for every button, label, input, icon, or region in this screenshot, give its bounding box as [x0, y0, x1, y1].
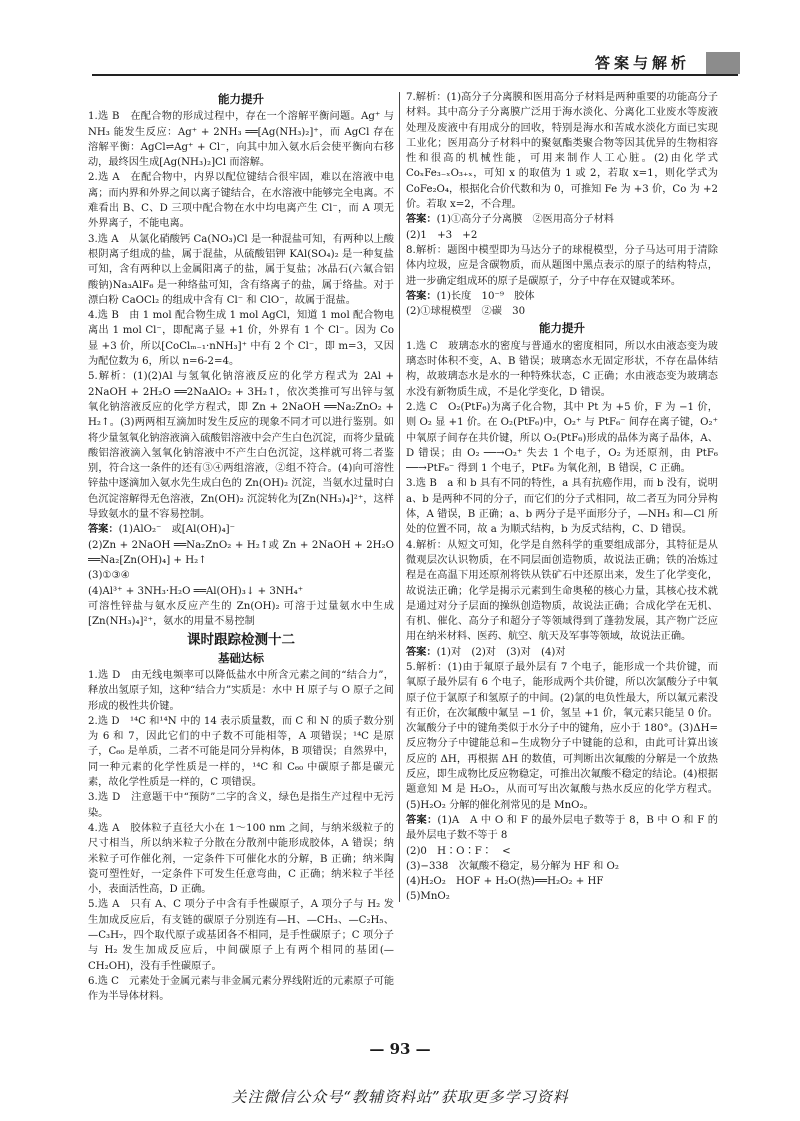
answer-block: [406, 645, 718, 660]
answer-paragraph: 5.解析：(1)由于氟原子最外层有 7 个电子，能形成一个共价键，而氧原子最外层有 6 个电子，能形成两个共价键，所以次氯酸分子中氧原子位于氯原子和氢原子的中间。(2)氯的电负性最大，所以氟元素没有正价，在次氟酸中氟呈 −1 价，氢呈 +1 价，氧元素只能呈 0 价。次氟酸分子中的键角类似于水分子中的键角，应小于 180°。(3)ΔH=反应物分子中键能总和−生成物分子中键能的总和，由此可计算出该反应的 ΔH，再根据 ΔH 的数值，可判断出次氟酸的分解是一个放热反应，即生成物比反应物稳定，可推出次氟酸不稳定的结论。(4)根据题意知 M 是 H₂O₂，从而可写出次氟酸与热水反应的化学方程式。(5)H₂O₂ 分解的催化剂常见的是 MnO₂。: [406, 661, 718, 811]
answer-line: (1)AlO₂⁻ 或[Al(OH)₄]⁻: [118, 524, 236, 536]
answer-line: (1)A A 中 O 和 F 的最外层电子数等于 8，B 中 O 和 F 的最外层电子数不等于 8: [406, 814, 718, 842]
section-title-basic: 基础达标: [218, 650, 264, 665]
page-header: [92, 50, 738, 76]
answer-line: (4)H₂O₂ HOF + H₂O(热)══H₂O₂ + HF: [406, 876, 604, 888]
column-divider: [399, 92, 400, 902]
page-number: — 93 —: [369, 1040, 431, 1058]
header-tab-bar: [706, 52, 740, 74]
section-title-capability: 能力提升: [218, 92, 264, 106]
answer-paragraph: 2.选 A 在配合物中，内界以配位键结合很牢固，难以在溶液中电离；而内界和外界之间以离子键结合，在水溶液中能够完全电离。不难看出 B、C、D 三项中配合物在水中均电离产生 Cl⁻，而 A 项无外界离子，不能电离。: [88, 172, 394, 230]
answer-paragraph: 8.解析：题图中模型即为马达分子的球棍模型，分子马达可用于清除体内垃圾，应是含碳物质，而从题图中黑点表示的原子的结构特点，进一步确定组成环的原子是碳原子，分子中存在双键或苯环。: [406, 244, 718, 287]
footer-note: 关注微信公众号“教辅资料站”获取更多学习资料: [231, 1088, 569, 1106]
answer-block: [406, 813, 718, 844]
answer-paragraph: 1.选 B 在配合物的形成过程中，存在一个溶解平衡问题。Ag⁺ 与 NH₃ 能发生反应：Ag⁺ + 2NH₃ ══[Ag(NH₃)₂]⁺，而 AgCl 存在溶解平衡：AgCl⇌Ag⁺ + Cl⁻，向其中加入氨水后会使平衡向右移动，最终因生成[Ag(NH₃)₂]Cl 而溶解。: [88, 111, 394, 169]
answer-line: 可溶性锌盐与氨水反应产生的 Zn(OH)₂ 可溶于过量氨水中生成[Zn(NH₃)₄]²⁺，氨水的用量不易控制: [88, 600, 394, 628]
answer-paragraph: 3.选 A 从氯化硝酸钙 Ca(NO₃)Cl 是一种混盐可知，有两种以上酸根阴离子组成的盐，属于混盐，从硫酸铝钾 KAl(SO₄)₂ 是一种复盐可知，含有两种以上金属阳离子的盐，属于复盐；冰晶石(六氟合铝酸钠)Na₃AlF₆ 是一种络盐可知，含有络离子的盐，属于络盐。对于漂白粉 CaOCl₂ 的组成中含有 Cl⁻ 和 ClO⁻，故属于混盐。: [88, 233, 394, 306]
page-number-value: 93: [389, 1040, 411, 1058]
answer-line: (1)①高分子分离膜 ②医用高分子材料: [436, 214, 614, 226]
answer-line: (3)①③④: [88, 570, 130, 582]
answer-paragraph: 2.选 D ¹⁴C 和¹⁴N 中的 14 表示质量数，而 C 和 N 的质子数分别为 6 和 7，因此它们的中子数不可能相等，A 项错误；¹⁴C 是原子，C₆₀ 是单质，二者不可能是同分异构体，B 项错误；自然界中，同一种元素的化学性质是一样的，¹⁴C 和 C₆₀ 中碳原子都是碳元素，故化学性质是一样的，C 项错误。: [88, 715, 394, 789]
answer-paragraph: 7.解析：(1)高分子分离膜和医用高分子材料是两种重要的功能高分子材料。其中高分子分离膜广泛用于海水淡化、分离化工业废水等废液处理及废液中有用成分的回收，特别是海水和苦咸水淡化方面已实现工业化；医用高分子材料中的聚氨酯类聚合物等因其优异的生物相容性和很高的机械性能，可用来制作人工心脏。(2)由化学式 CoₓFe₃₋ₓO₃₊ₓ，可知 x 的取值为 1 或 2，若取 x=1，则化学式为 CoFe₂O₄，根据化合价代数和为 0，可推知 Fe 为 +3 价，Co 为 +2 价。若取 x=2，不合理。: [406, 92, 718, 211]
answer-block: [88, 522, 394, 537]
answer-paragraph: 1.选 D 由无线电频率可以降低盐水中所含元素之间的“结合力”，释放出氢原子知，这种“结合力”实质是：水中 H 原子与 O 原子之间形成的极性共价键。: [88, 669, 394, 712]
header-title: 答案与解析: [594, 54, 690, 72]
answer-line: (3)−338 次氟酸不稳定，易分解为 HF 和 O₂: [406, 860, 619, 872]
answer-paragraph: 4.选 B 由 1 mol 配合物生成 1 mol AgCl，知道 1 mol 配合物电离出 1 mol Cl⁻，即配离子显 +1 价，外界有 1 个 Cl⁻。因为 Co 显 +3 价，所以[CoClₘ₋₁·nNH₃]⁺ 中有 2 个 Cl⁻，即 m=3，又因为配位数为 6，所以 n=6-2=4。: [88, 310, 394, 368]
answer-paragraph: 3.选 D 注意题干中“预防”二字的含义，绿色是指生产过程中无污染。: [88, 792, 394, 819]
answer-paragraph: 5.选 A 只有 A、C 项分子中含有手性碳原子，A 项分子与 H₂ 发生加成反应后，有支链的碳原子分别连有—H、—CH₃、—C₂H₅、—C₃H₇，四个取代原子或基团各不相同，是手性碳原子；C 项分子与 H₂ 发生加成反应后，中间碳原子上有两个相同的基团(—CH₂OH)，没有手性碳原子。: [88, 899, 394, 972]
answer-paragraph: 3.选 B a 和 b 具有不同的特性，a 具有抗癌作用，而 b 没有，说明 a、b 是两种不同的分子，而它们的分子式相同，故二者互为同分异构体，A 错误，B 正确；a、b 两分子是平面形分子，—NH₃ 和—Cl 所处的位置不同，故 a 为顺式结构，b 为反式结构，C、D 错误。: [406, 478, 718, 536]
answer-paragraph: 2.选 C O₂(PtF₆)为离子化合物，其中 Pt 为 +5 价，F 为 −1 价，则 O₂ 显 +1 价。在 O₂(PtF₆)中，O₂⁺ 与 PtF₆⁻ 间存在离子键，O₂⁺ 中氧原子间存在共价键，所以 O₂(PtF₆)形成的晶体为离子晶体，A、D 错误；由 O₂ ──→O₂⁺ 失去 1 个电子，O₂ 为还原剂，由 PtF₆ ──→PtF₆⁻ 得到 1 个电子，PtF₆ 为氧化剂，B 错误，C 正确。: [406, 401, 718, 475]
answer-paragraph: 6.选 C 元素处于金属元素与非金属元素分界线附近的元素原子可能作为半导体材料。: [88, 975, 394, 1003]
answer-label: 答案：: [88, 523, 119, 536]
answer-line: (5)MnO₂: [406, 891, 450, 903]
answer-paragraph: 4.解析：从短文可知，化学是自然科学的重要组成部分，其特征是从微观层次认识物质，在不同层面创造物质，故说法正确；铁的冶炼过程是在高温下用还原剂将铁从铁矿石中还原出来，发生了化学变化，故说法正确；化学是揭示元素到生命奥秘的核心力量，其核心技术就是通过对分子层面的操纵创造物质，故说法正确；合成化学在无机、有机、催化、高分子和超分子等领域得到了蓬勃发展，其产物广泛应用在纳米材料、医药、航空、航天及军事等领域，故说法正确。: [406, 539, 718, 643]
answer-line: (4)Al³⁺ + 3NH₃·H₂O ══Al(OH)₃↓ + 3NH₄⁺: [88, 585, 304, 597]
answer-line: (2)Zn + 2NaOH ══Na₂ZnO₂ + H₂↑或 Zn + 2NaOH + 2H₂O ══Na₂[Zn(OH)₄] + H₂↑: [88, 539, 394, 566]
answer-label: 答案：: [406, 289, 437, 302]
answer-label: 答案：: [406, 645, 437, 658]
answer-block: [406, 212, 718, 227]
answer-line: (2)①球棍模型 ②碳 30: [406, 306, 526, 318]
answer-line: (2)0 H∶O∶F∶ <: [406, 845, 511, 857]
answer-paragraph: 1.选 C 玻璃态水的密度与普通水的密度相同，所以水由液态变为玻璃态时体积不变，A、B 错误；玻璃态水无固定形状，不存在晶体结构，故玻璃态水是水的一种特殊状态，C 正确；水由液态变为玻璃态水没有新物质生成，不是化学变化，D 错误。: [406, 340, 718, 398]
section-title-test: 课时跟踪检测十二: [187, 632, 295, 649]
answer-paragraph: 4.选 A 胶体粒子直径大小在 1～100 nm 之间，与纳米级粒子的尺寸相当，所以纳米粒子分散在分散剂中能形成胶体，A 错误；纳米粒子可作催化剂，一定条件下可催化水的分解，B 正确；纳米陶瓷可塑性好，一定条件下可发生任意弯曲，C 正确；纳米粒子半径小，表面活性高，D 正确。: [88, 822, 394, 896]
answer-paragraph: 5.解析：(1)(2)Al 与氢氧化钠溶液反应的化学方程式为 2Al + 2NaOH + 2H₂O ══2NaAlO₂ + 3H₂↑，依次类推可写出锌与氢氧化钠溶液反应的化学方程式，即 Zn + 2NaOH ══Na₂ZnO₂ + H₂↑。(3)两两相互滴加时发生反应的现象不同才可以进行鉴别。如将少量氢氧化钠溶液滴入硫酸铝溶液中会产生白色沉淀，而将少量硫酸铝溶液滴入氢氧化钠溶液中不产生白色沉淀，这样就可将二者鉴别，符合这一条件的还有③④两组溶液，②组不符合。(4)向可溶性锌盐中逐滴加入氨水先生成白色的 Zn(OH)₂ 沉淀，当氨水过量时白色沉淀溶解得无色溶液，Zn(OH)₂ 沉淀转化为[Zn(NH₃)₄]²⁺，这样导致氨水的量不容易控制。: [88, 371, 394, 521]
left-column: [88, 90, 394, 1020]
answer-label: 答案：: [406, 813, 438, 826]
right-column: [406, 90, 718, 1020]
answer-line: (2)1 +3 +2: [406, 229, 478, 241]
answer-line: (1)对 (2)对 (3)对 (4)对: [436, 646, 566, 658]
answer-block: [406, 289, 718, 304]
answer-label: 答案：: [406, 213, 437, 226]
section-title-capability-right: 能力提升: [539, 321, 585, 336]
answer-line: (1)长度 10⁻⁹ 胶体: [436, 290, 535, 302]
